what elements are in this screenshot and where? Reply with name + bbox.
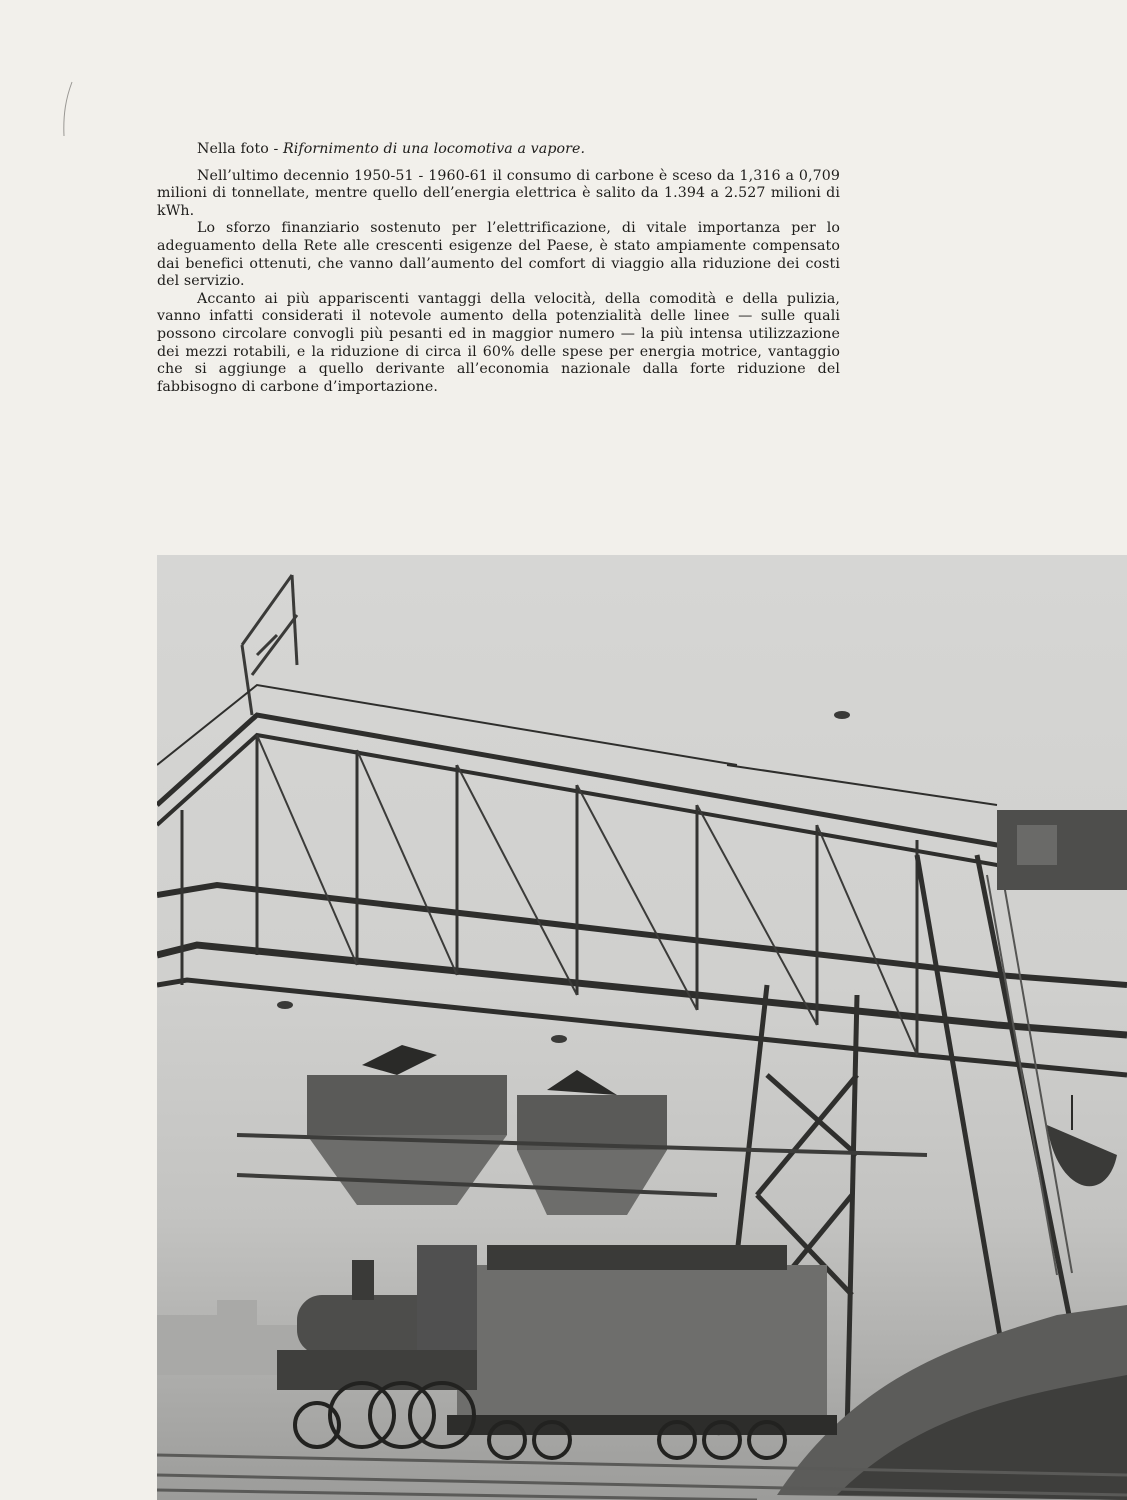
coal-grab-bucket	[1047, 1095, 1117, 1186]
body-text	[157, 141, 840, 396]
caption-prefix: Nella foto -	[197, 141, 284, 157]
photo-caption	[157, 141, 840, 159]
locomotive-coaling-photo	[157, 555, 1127, 1500]
paragraph-electrification-effort: Lo sforzo finanziario sostenuto per l’elettrificazione, di vitale importanza per lo adeguamento della Rete alle crescenti esigenze del Paese, è stato ampiamente compensato dai benefici ottenuti, che vanno dall’aumento del comfort di viaggio alla riduzione dei costi del servizio.	[157, 220, 840, 290]
freight-wagon	[997, 810, 1127, 890]
paragraph-coal-consumption: Nell’ultimo decennio 1950-51 - 1960-61 il consumo di carbone è sceso da 1,316 a 0,709 milioni di tonnellate, mentre quello dell’energia elettrica è salito da 1.394 a 2.527 milioni di kWh.	[157, 167, 840, 219]
photo-illustration	[157, 555, 1127, 1500]
margin-pencil-mark	[60, 80, 80, 140]
locomotive-tender	[447, 1245, 837, 1435]
gantry-mast	[242, 575, 297, 715]
paragraph-advantages: Accanto ai più appariscenti vantaggi della velocità, della comodità e della pulizia, vanno infatti considerati il notevole aumento della potenzialità delle linee — sulle quali possono circolare convogli più pesanti ed in maggior numero — la più intensa utilizzazione dei mezzi rotabili, e la riduzione di circa il 60% delle spese per energia motrice, vantaggio che si aggiunge a quello derivante all’economia nazionale dalla forte riduzione del fabbisogno di carbone d’importazione.	[157, 290, 840, 395]
caption-title: Rifornimento di una locomotiva a vapore.	[283, 141, 586, 157]
steam-locomotive	[277, 1245, 477, 1390]
gantry-ladder	[987, 873, 1072, 1275]
